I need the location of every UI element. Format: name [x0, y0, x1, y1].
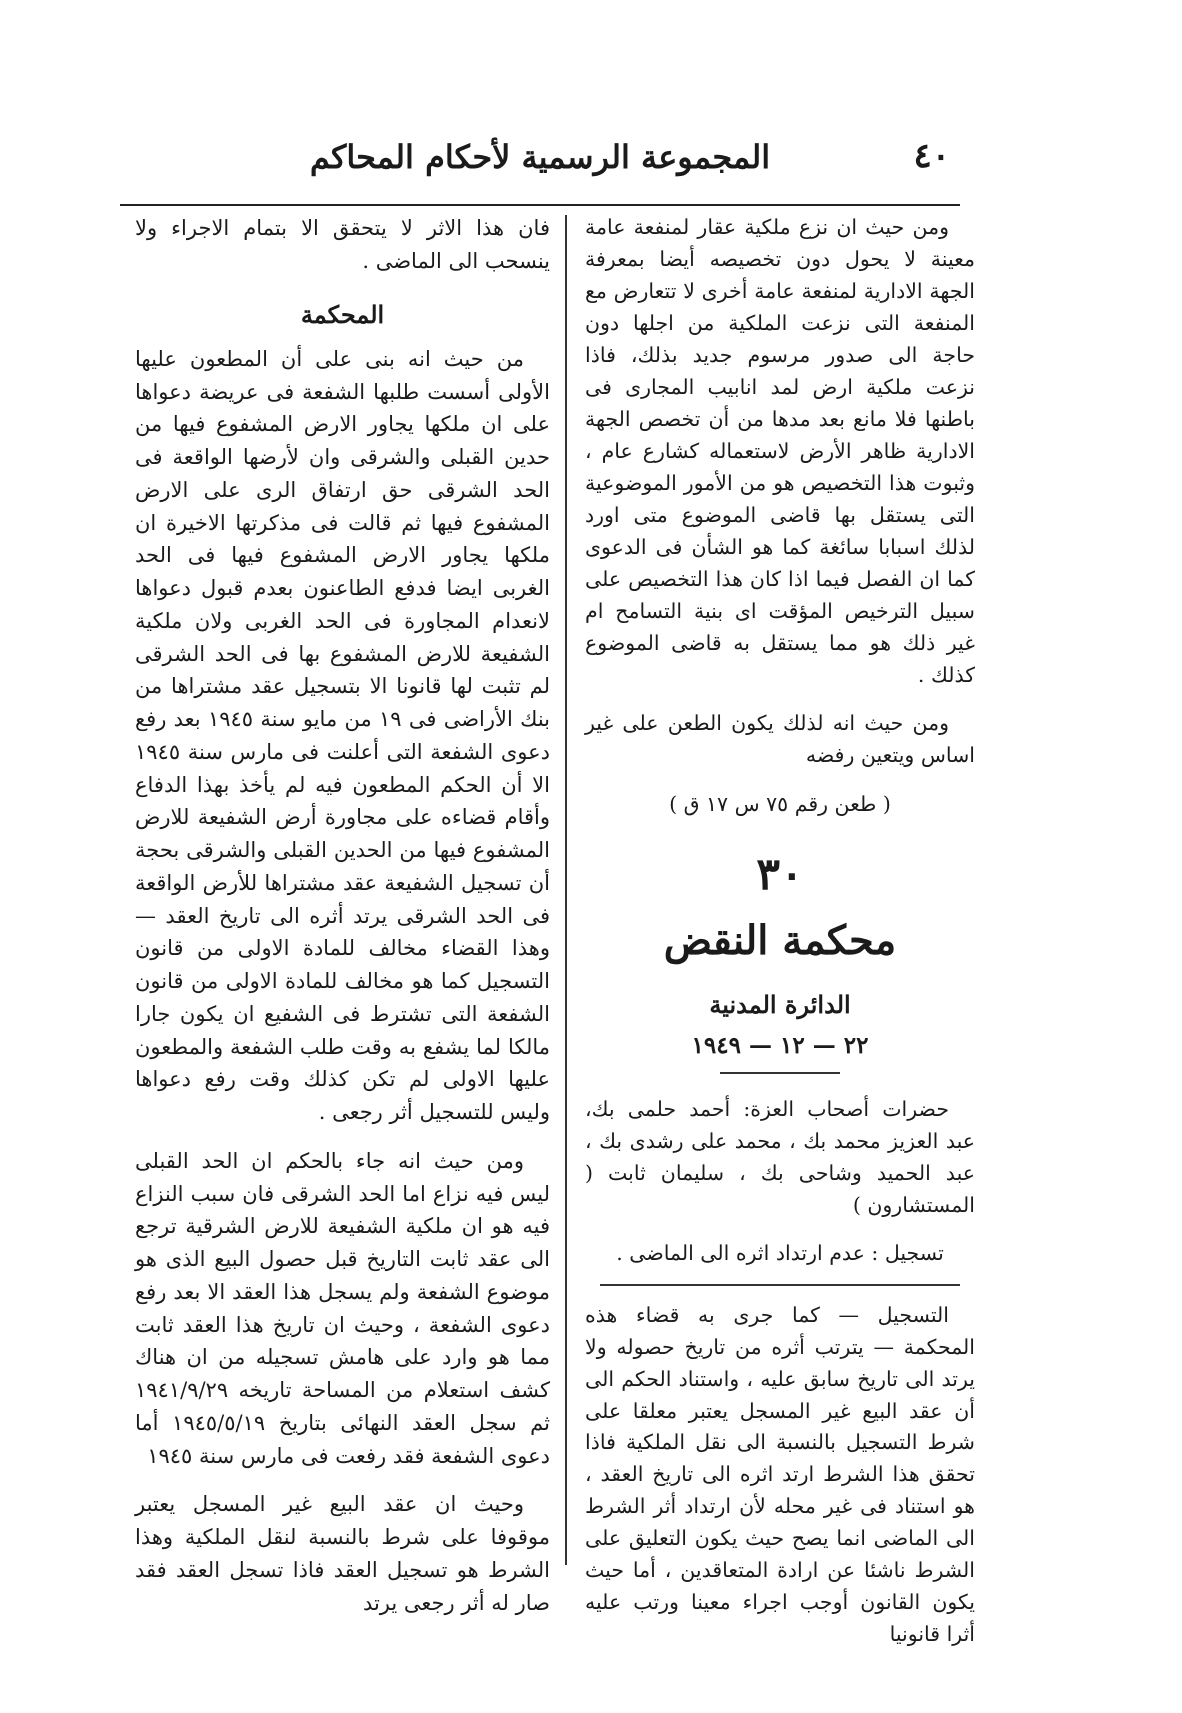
left-column: [135, 212, 550, 1635]
divider: [720, 1072, 840, 1074]
appeal-reference: ( طعن رقم ٧٥ س ١٧ ق ): [669, 792, 891, 817]
paragraph: فان هذا الاثر لا يتحقق الا بتمام الاجراء ولا ينسحب الى الماضى .: [135, 216, 550, 273]
section-heading: المحكمة: [300, 299, 385, 329]
headnote: التسجيل — كما جرى به قضاء هذه المحكمة — يترتب أثره من تاريخ حصوله ولا يرتد الى تاريخ سابق عليه ، واستناد الحكم الى أن عقد البيع غير المسجل يعتبر معلقا على شرط التسجيل بالنسبة الى نقل الملكية فاذا تحقق هذا الشرط ارتد اثره الى تاريخ العقد ، هو استناد فى غير محله لأن ارتداد أثر الشرط الى الماضى انما يصح حيث يكون التعليق على الشرط ناشئا عن ارادة المتعاقدين ، أما حيث يكون القانون أوجب اجراء معينا ورتب عليه أثرا قانونيا: [585, 1302, 975, 1647]
case-number: ٣٠: [756, 849, 804, 901]
chamber-name: الدائرة المدنية: [709, 990, 851, 1020]
page-header: [120, 128, 960, 188]
court-name: محكمة النقض: [663, 917, 897, 965]
paragraph: ومن حيث انه جاء بالحكم ان الحد القبلى ليس فيه نزاع اما الحد الشرقى فان سبب النزاع فيه هو ان ملكية الشفيعة للارض الشرقية ترجع الى عقد ثابت التاريخ قبل حصول البيع الذى هو موضوع الشفعة ولم يسجل هذا العقد الا بعد رفع دعوى الشفعة ، وحيث ان تاريخ هذا العقد ثابت مما هو وارد على هامش تسجيله من ان هناك كشف استعلام من المساحة تاريخه ١٩٤١/٩/٢٩ ثم سجل العقد النهائى بتاريخ ١٩٤٥/٥/١٩ أما دعوى الشفعة فقد رفعت فى مارس سنة ١٩٤٥: [135, 1148, 550, 1468]
paragraph: ومن حيث ان نزع ملكية عقار لمنفعة عامة معينة لا يحول دون تخصيصه أيضا بمعرفة الجهة الادارية لمنفعة عامة أخرى لا تتعارض مع المنفعة التى نزعت الملكية من اجلها دون حاجة الى صدور مرسوم جديد بذلك، فاذا نزعت ملكية ارض لمد انابيب المجارى فى باطنها فلا مانع بعد مدها من أن تخصص الجهة الادارية ظاهر الأرض لاستعماله كشارع عام ، وثبوت هذا التخصيص هو من الأمور الموضوعية التى يستقل بها قاضى الموضوع متى اورد لذلك اسبابا سائغة كما هو الشأن فى الدعوى كما ان الفصل فيما اذا كان هذا التخصيص على سبيل الترخيص المؤقت اى بنية التسامح ام غير ذلك هو مما يستقل به قاضى الموضوع كذلك .: [585, 215, 975, 687]
right-column: [585, 212, 975, 1667]
header-rule: [120, 204, 960, 206]
judgment-date: ٢٢ — ١٢ — ١٩٤٩: [691, 1031, 869, 1059]
column-divider: [565, 215, 567, 1565]
subject-line: تسجيل : عدم ارتداد اثره الى الماضى .: [616, 1240, 944, 1265]
paragraph: ومن حيث انه لذلك يكون الطعن على غير اساس ويتعين رفضه: [585, 710, 975, 767]
page-number: ٤٠: [913, 136, 950, 176]
judges-list: حضرات أصحاب العزة: أحمد حلمى بك، عبد العزيز محمد بك ، محمد على رشدى بك ، عبد الحميد وشاحى بك ، سليمان ثابت ( المستشارون ): [585, 1096, 975, 1217]
running-title: المجموعة الرسمية لأحكام المحاكم: [309, 138, 771, 176]
divider: [600, 1284, 960, 1286]
paragraph: وحيث ان عقد البيع غير المسجل يعتبر موقوفا على شرط بالنسبة لنقل الملكية وهذا الشرط هو تسجيل العقد فاذا تسجل العقد فقد صار له أثر رجعى يرتد: [135, 1492, 550, 1615]
paragraph: من حيث انه بنى على أن المطعون عليها الأولى أسست طلبها الشفعة فى عريضة دعواها على ان ملكها يجاور الارض المشفوع فيها من حدين القبلى والشرقى وان لأرضها الواقعة فى الحد الشرقى حق ارتفاق الرى على الارض المشفوع فيها ثم قالت فى مذكرتها الاخيرة ان ملكها يجاور الارض المشفوع فيها فى الحد الغربى ايضا فدفع الطاعنون بعدم قبول دعواها لانعدام المجاورة فى الحد الغربى ولان ملكية الشفيعة للارض المشفوع بها فى الحد الشرقى لم تثبت لها قانونا الا بتسجيل عقد مشتراها من بنك الأراضى فى ١٩ من مايو سنة ١٩٤٥ بعد رفع دعوى الشفعة التى أعلنت فى مارس سنة ١٩٤٥ الا أن الحكم المطعون فيه لم يأخذ بهذا الدفاع وأقام قضاءه على مجاورة أرض الشفيعة للارض المشفوع فيها من الحدين القبلى والشرقى بحجة أن تسجيل الشفيعة عقد مشتراها للأرض الواقعة فى الحد الشرقى يرتد أثره الى تاريخ العقد — وهذا القضاء مخالف للمادة الاولى من قانون التسجيل كما هو مخالف للمادة الاولى من قانون الشفعة التى تشترط فى الشفيع ان يكون جارا مالكا لما يشفع به وقت طلب الشفعة والمطعون عليها الاولى لم تكن كذلك وقت رفع دعواها وليس للتسجيل أثر رجعى .: [135, 346, 550, 1125]
